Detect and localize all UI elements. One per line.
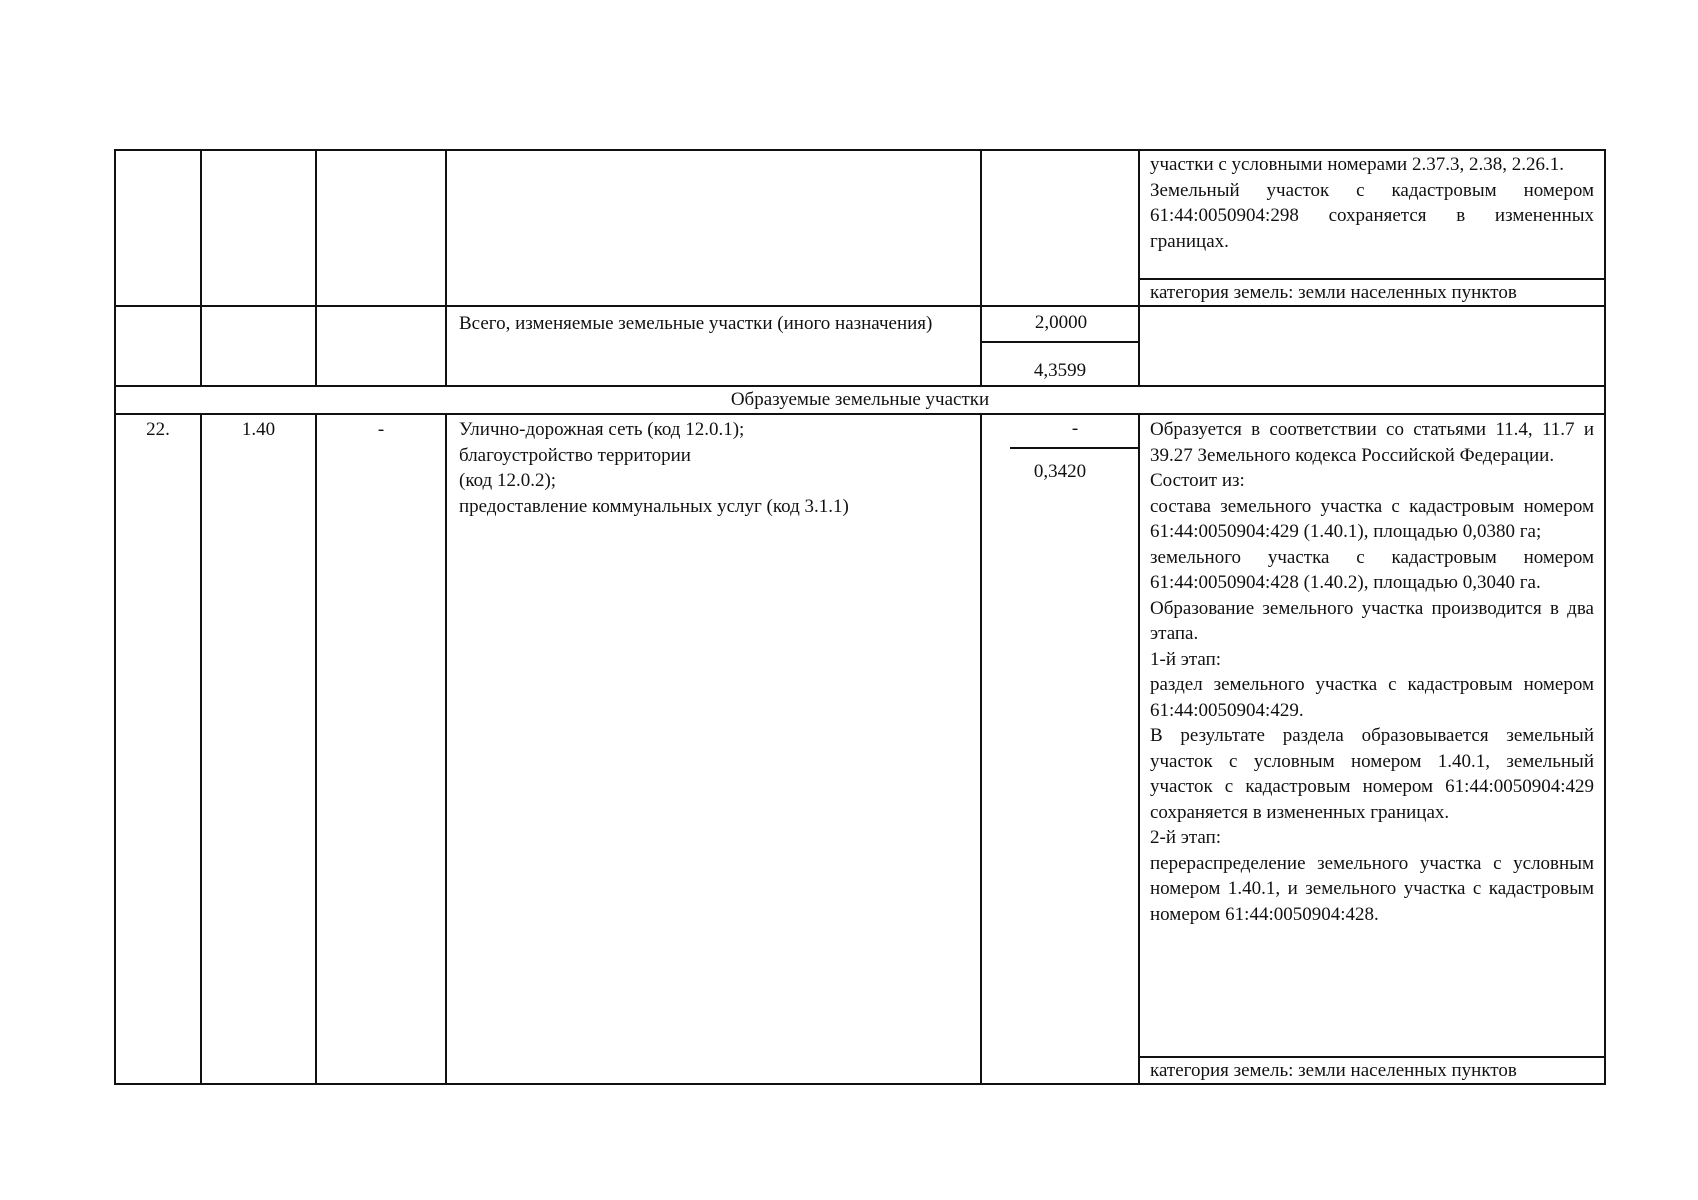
cell-area (981, 150, 1139, 306)
table-row-section (115, 386, 1605, 414)
total-label: Всего, изменяемые земельные участки (иного назначения) (446, 306, 981, 386)
area-before: 2,0000 (982, 307, 1140, 343)
land-plots-table (114, 149, 1606, 1085)
cell-uses (446, 414, 981, 1084)
table-row-22 (115, 414, 1605, 1084)
cell-area (981, 306, 1139, 386)
note-line: участки с условными номерами 2.37.3, 2.38, 2.26.1. (1150, 154, 1564, 175)
area-after: 0,3420 (1033, 461, 1087, 482)
cell-code (201, 150, 316, 306)
section-title: Образуемые земельные участки (115, 386, 1605, 414)
cell-number (115, 306, 201, 386)
land-category: категория земель: земли населенных пунктов (1140, 1056, 1604, 1083)
area-after: 4,3599 (1033, 360, 1087, 381)
note-line: раздел земельного участка с кадастровым номером 61:44:0050904:429. (1150, 674, 1594, 721)
note-text (1140, 151, 1604, 278)
note-line: состава земельного участка с кадастровым номером 61:44:0050904:429 (1.40.1), площадью 0,0380 га; (1150, 495, 1594, 542)
land-category: категория земель: земли населенных пунктов (1140, 278, 1604, 305)
note-line: Состоит из: (1150, 470, 1245, 491)
cell-note (1139, 306, 1605, 386)
cell-note (1139, 414, 1605, 1084)
note-line: В результате раздела образовывается земельный участок с условным номером 1.40.1, земельный участок с кадастровым номером 61:44:0050904:429 сохраняется в измененных границах. (1150, 725, 1594, 823)
cell-area (981, 414, 1139, 1084)
note-line: 1-й этап: (1150, 648, 1222, 670)
use-line: (код 12.0.2); (459, 470, 557, 491)
note-line: 2-й этап: (1150, 827, 1222, 848)
cell-existing: - (316, 414, 446, 1084)
cell-uses (446, 150, 981, 306)
use-line: Улично-дорожная сеть (код 12.0.1); (459, 419, 745, 440)
note-line: земельного участка с кадастровым номером 61:44:0050904:428 (1.40.2), площадью 0,3040 га. (1150, 546, 1594, 593)
use-line: предоставление коммунальных услуг (код 3.1.1) (459, 495, 849, 517)
cell-code (201, 306, 316, 386)
area-before: - (1010, 415, 1140, 449)
note-text (1140, 415, 1604, 1056)
cell-existing (316, 150, 446, 306)
cell-code: 1.40 (201, 414, 316, 1084)
cell-number (115, 150, 201, 306)
table-row-continuation (115, 150, 1605, 306)
cell-number: 22. (115, 414, 201, 1084)
note-line: Образуется в соответствии со статьями 11.4, 11.7 и 39.27 Земельного кодекса Российской Федерации. (1150, 419, 1594, 466)
cell-existing (316, 306, 446, 386)
use-line: благоустройство территории (459, 444, 691, 466)
cell-note (1139, 150, 1605, 306)
note-line: Образование земельного участка производится в два этапа. (1150, 597, 1594, 644)
table-row-total (115, 306, 1605, 386)
note-line: Земельный участок с кадастровым номером 61:44:0050904:298 сохраняется в измененных границах. (1150, 179, 1594, 252)
note-line: перераспределение земельного участка с условным номером 1.40.1, и земельного участка с кадастровым номером 61:44:0050904:428. (1150, 852, 1594, 925)
document-table-frame (114, 149, 1604, 1085)
